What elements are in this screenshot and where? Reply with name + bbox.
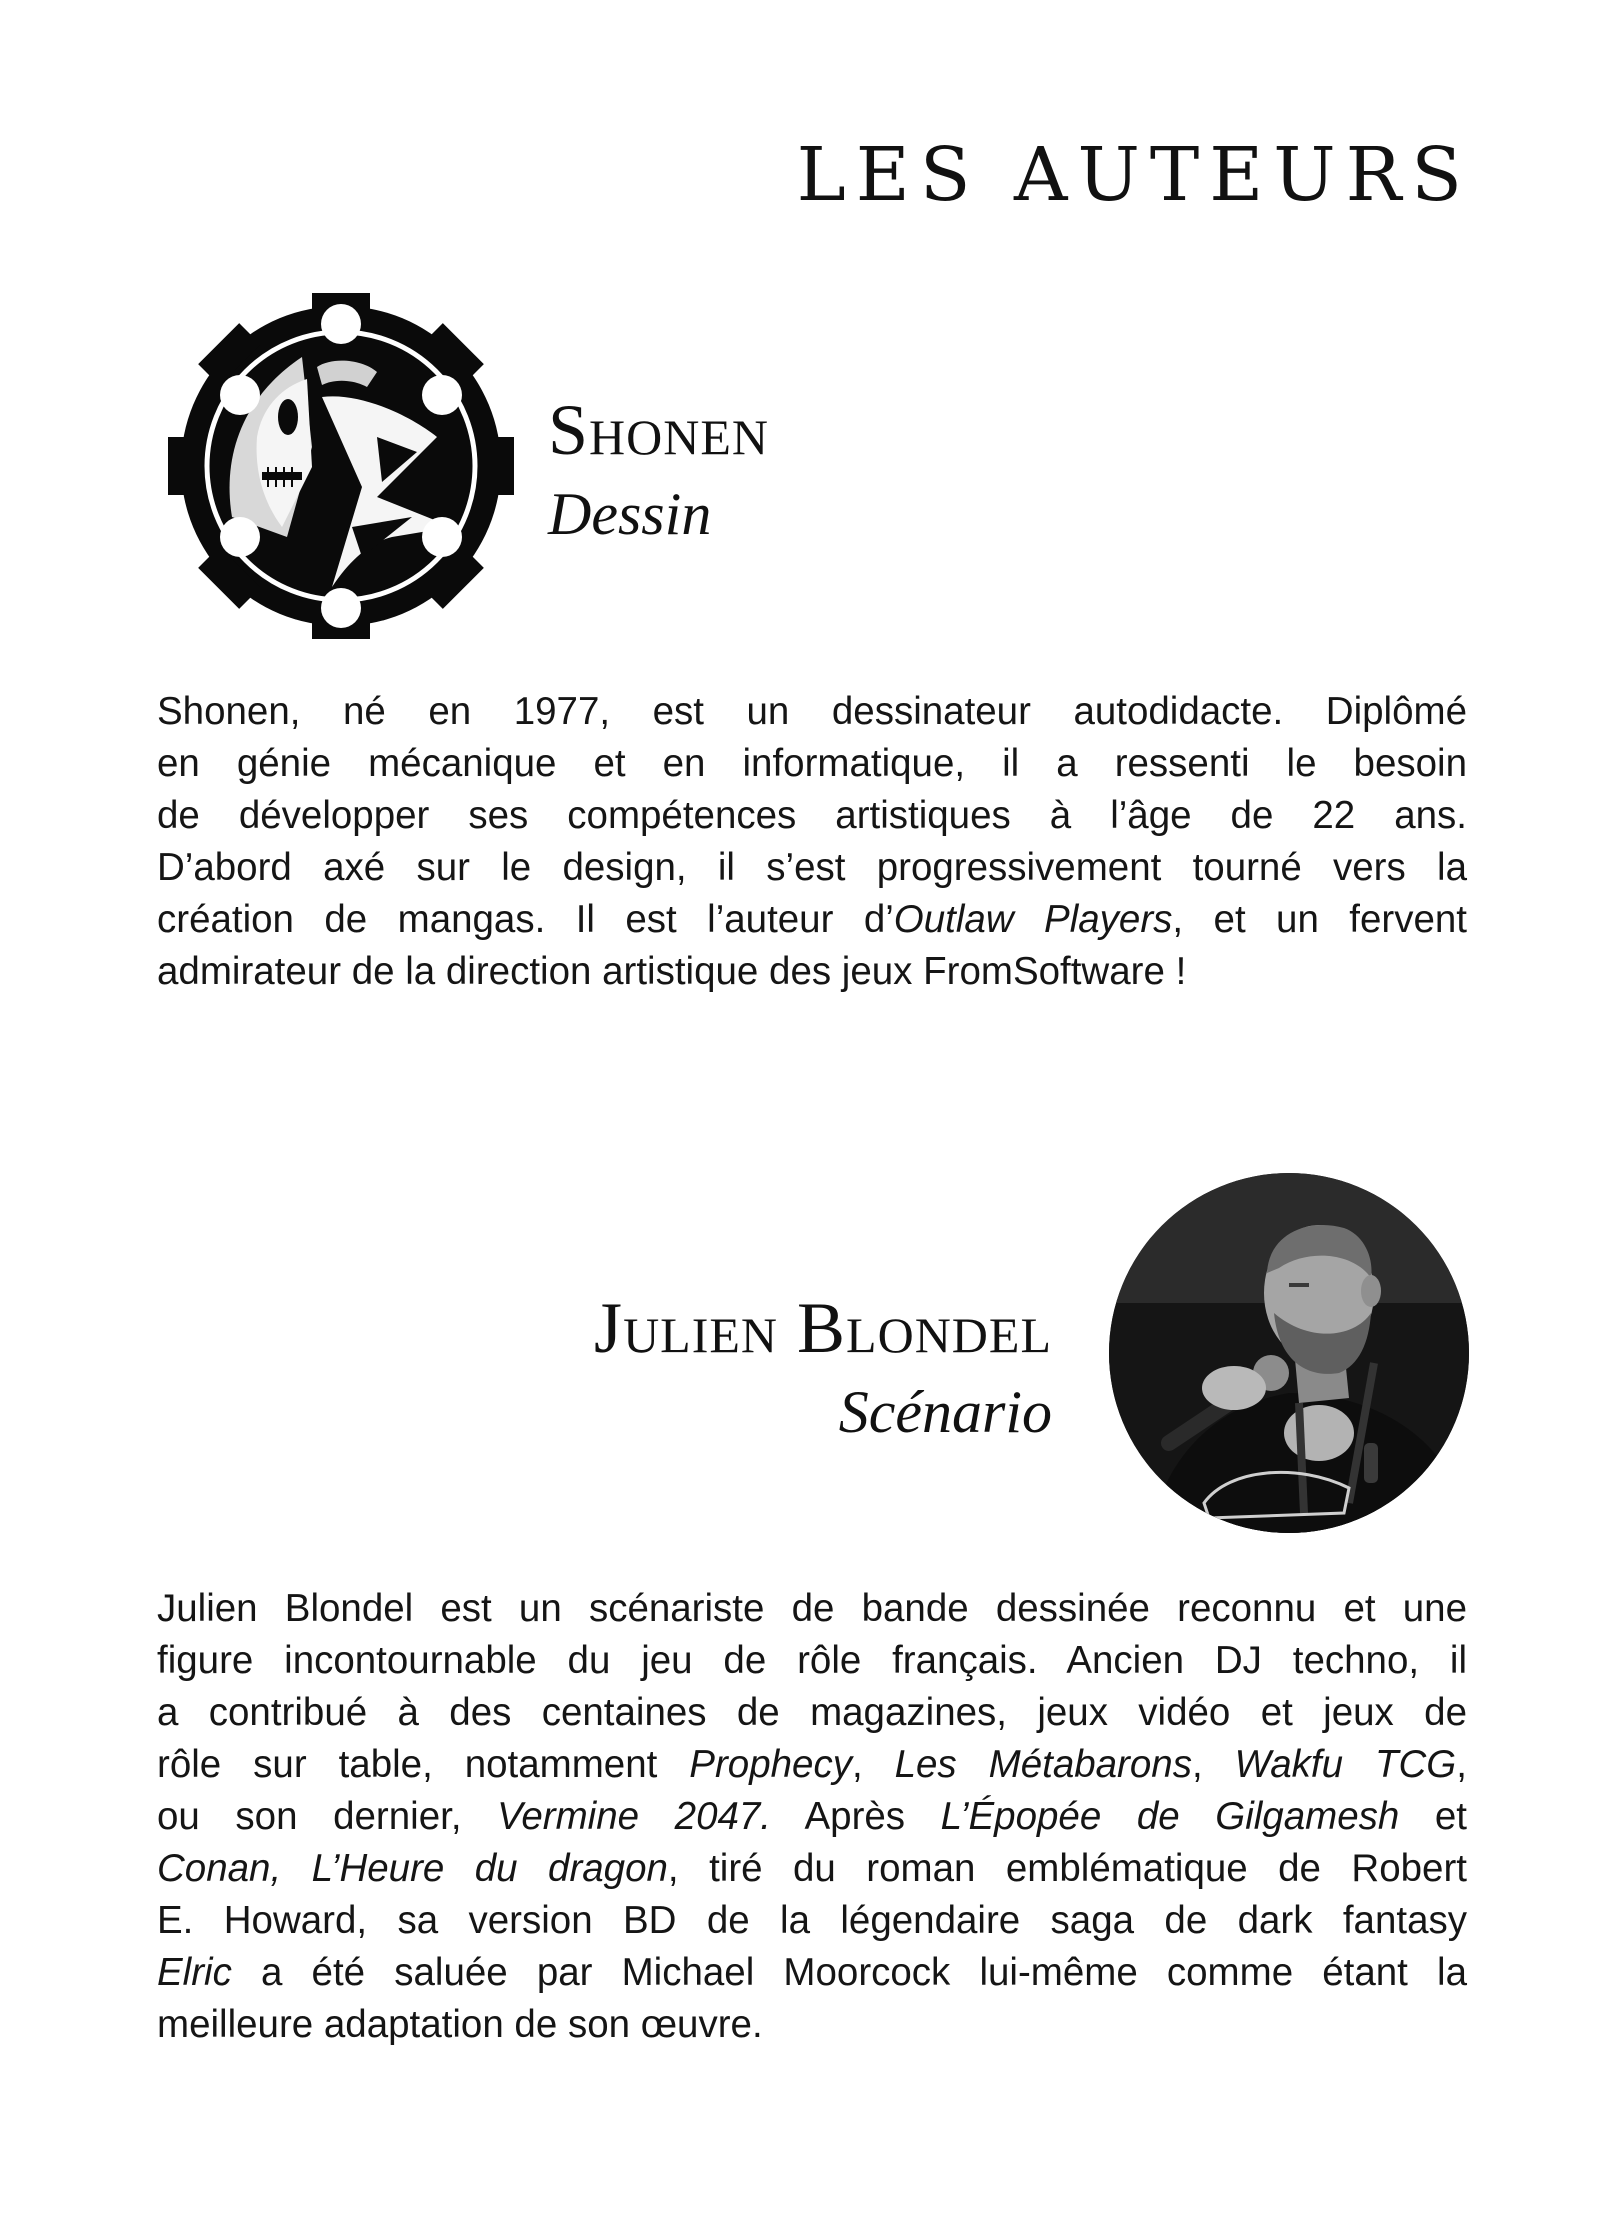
bio-title-italic: Vermine 2047.: [497, 1795, 771, 1838]
bio-text: , et un fervent: [1172, 898, 1467, 941]
author-role: Scénario: [838, 1379, 1052, 1445]
bio-text: ou son dernier,: [157, 1795, 498, 1838]
portrait-image-icon: [1109, 1173, 1469, 1533]
bio-text: Shonen, né en 1977, est un dessinateur autodidacte. Diplômé: [157, 690, 1467, 733]
bio-text: de développer ses compétences artistiques à l’âge de 22 ans.: [157, 794, 1467, 837]
bio-line: [157, 842, 1467, 894]
bio-line: [157, 686, 1467, 738]
bio-text: meilleure adaptation de son œuvre.: [157, 2003, 763, 2046]
bio-text: E. Howard, sa version BD de la légendaire saga de dark fantasy: [157, 1899, 1467, 1942]
bio-title-italic: Outlaw Players: [893, 898, 1173, 941]
bio-text: , tiré du roman emblématique de Robert: [667, 1847, 1467, 1890]
skull-emblem-icon: [162, 287, 520, 645]
author-heading-shonen: [548, 390, 770, 547]
bio-text: ,: [851, 1743, 895, 1786]
bio-line: [157, 1843, 1467, 1895]
bio-text: ,: [1456, 1743, 1467, 1786]
bio-text: Julien Blondel est un scénariste de bande dessinée reconnu et une: [157, 1587, 1467, 1630]
bio-line: [157, 1687, 1467, 1739]
bio-title-italic: Les Métabarons: [894, 1743, 1192, 1786]
author-name: Julien Blondel: [594, 1288, 1052, 1368]
bio-text: admirateur de la direction artistique des jeux FromSoftware !: [157, 950, 1187, 993]
author-portrait-photo: [1109, 1173, 1469, 1533]
author-name: Shonen: [548, 390, 770, 470]
bio-line: [157, 1791, 1467, 1843]
page-title: LES AUTEURS: [796, 132, 1472, 218]
bio-text: ,: [1191, 1743, 1235, 1786]
bio-text: a été saluée par Michael Moorcock lui-même comme étant la: [231, 1951, 1467, 1994]
bio-line: [157, 790, 1467, 842]
bio-title-italic: L’Épopée de Gilgamesh: [940, 1795, 1400, 1838]
bio-title-italic: Elric: [157, 1951, 232, 1994]
bio-line: [157, 1635, 1467, 1687]
bio-text: création de mangas. Il est l’auteur d’: [157, 898, 894, 941]
bio-title-italic: Wakfu TCG: [1234, 1743, 1457, 1786]
bio-text: a contribué à des centaines de magazines, jeux vidéo et jeux de: [157, 1691, 1467, 1734]
bio-line: [157, 1947, 1467, 1999]
bio-line: [157, 1739, 1467, 1791]
bio-title-italic: Prophecy: [689, 1743, 852, 1786]
bio-line: [157, 946, 1467, 998]
bio-text: et: [1399, 1795, 1467, 1838]
bio-text: D’abord axé sur le design, il s’est progressivement tourné vers la: [157, 846, 1467, 889]
bio-line: [157, 738, 1467, 790]
bio-text: figure incontournable du jeu de rôle français. Ancien DJ techno, il: [157, 1639, 1467, 1682]
author-heading-julien-blondel: [594, 1288, 1052, 1445]
bio-title-italic: Conan, L’Heure du dragon: [157, 1847, 668, 1890]
bio-line: [157, 894, 1467, 946]
bio-line: [157, 1583, 1467, 1635]
bio-line: [157, 1999, 1467, 2051]
author-role: Dessin: [548, 481, 712, 547]
bio-text: en génie mécanique et en informatique, il a ressenti le besoin: [157, 742, 1467, 785]
author-bio-shonen: [157, 686, 1467, 998]
bio-text: rôle sur table, notamment: [157, 1743, 690, 1786]
author-bio-julien-blondel: [157, 1583, 1467, 2051]
bio-line: [157, 1895, 1467, 1947]
bio-text: Après: [771, 1795, 941, 1838]
skull-emblem-logo: [162, 287, 520, 645]
